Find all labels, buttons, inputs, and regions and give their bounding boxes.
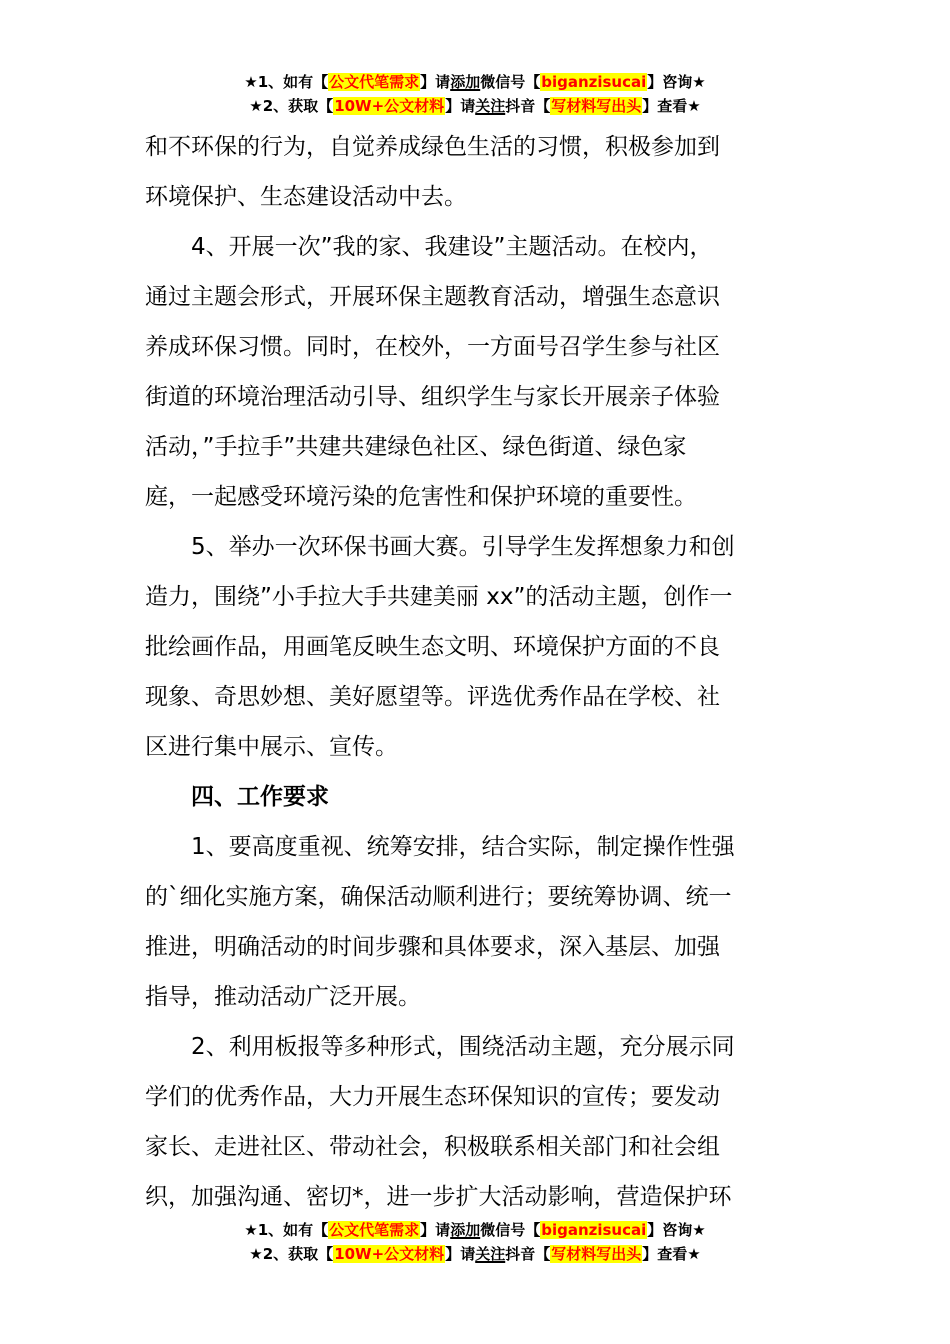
footer-banner: [0, 1218, 950, 1266]
highlight-text: 公文代笔需求: [329, 73, 420, 91]
body-line: 和不环保的行为，自觉养成绿色生活的习惯，积极参加到: [145, 134, 720, 160]
banner-text: 】请: [420, 1221, 451, 1239]
banner-text: ★1、如有【: [244, 1221, 329, 1239]
banner-text: 微信号【: [480, 73, 541, 91]
highlight-text: 公文代笔需求: [329, 1221, 420, 1239]
body-line: 批绘画作品，用画笔反映生态文明、环境保护方面的不良: [145, 634, 720, 660]
banner-text: 】查看★: [642, 97, 701, 115]
body-line: 造力，围绕”小手拉大手共建美丽 xx”的活动主题，创作一: [145, 584, 733, 610]
body-line: 1、要高度重视、统筹安排，结合实际，制定操作性强: [145, 834, 735, 860]
body-line: 4、开展一次”我的家、我建设”主题活动。在校内，: [145, 234, 713, 260]
banner-line-1: [0, 70, 950, 94]
body-line: 街道的环境治理活动引导、组织学生与家长开展亲子体验: [145, 384, 720, 410]
header-banner: [0, 70, 950, 118]
body-line: 织，加强沟通、密切*，进一步扩大活动影响，营造保护环: [145, 1184, 732, 1210]
body-line: 家长、走进社区、带动社会，积极联系相关部门和社会组: [145, 1134, 720, 1160]
body-line: 2、利用板报等多种形式，围绕活动主题，充分展示同: [145, 1034, 735, 1060]
banner-text: 】请: [420, 73, 451, 91]
body-line: 学们的优秀作品，大力开展生态环保知识的宣传；要发动: [145, 1084, 720, 1110]
body-line: 推进，明确活动的时间步骤和具体要求，深入基层、加强: [145, 934, 720, 960]
banner-line-1: [0, 1218, 950, 1242]
wechat-id-highlight: biganzisucai: [541, 73, 647, 91]
body-line: 养成环保习惯。同时，在校外，一方面号召学生参与社区: [145, 334, 720, 360]
underlined-text: 关注: [475, 1245, 506, 1263]
douyin-id-highlight: 写材料写出头: [551, 1245, 642, 1263]
banner-line-2: [0, 94, 950, 118]
banner-line-2: [0, 1242, 950, 1266]
banner-text: 】查看★: [642, 1245, 701, 1263]
banner-text: ★2、获取【: [249, 1245, 334, 1263]
highlight-text: 10W+公文材料: [334, 97, 445, 115]
underlined-text: 添加: [450, 1221, 481, 1239]
douyin-id-highlight: 写材料写出头: [551, 97, 642, 115]
banner-text: 】请: [445, 97, 476, 115]
banner-text: ★1、如有【: [244, 73, 329, 91]
banner-text: 抖音【: [505, 97, 551, 115]
wechat-id-highlight: biganzisucai: [541, 1221, 647, 1239]
banner-text: 微信号【: [480, 1221, 541, 1239]
body-line: 指导，推动活动广泛开展。: [145, 984, 421, 1010]
underlined-text: 关注: [475, 97, 506, 115]
banner-text: 抖音【: [505, 1245, 551, 1263]
body-line: 通过主题会形式，开展环保主题教育活动，增强生态意识: [145, 284, 720, 310]
banner-text: 】请: [445, 1245, 476, 1263]
highlight-text: 10W+公文材料: [334, 1245, 445, 1263]
section-heading: 四、工作要求: [145, 784, 329, 810]
banner-text: ★2、获取【: [249, 97, 334, 115]
document-body: [145, 122, 807, 1222]
banner-text: 】咨询★: [647, 1221, 706, 1239]
body-line: 活动，”手拉手”共建共建绿色社区、绿色街道、绿色家: [145, 434, 687, 460]
body-line: 环境保护、生态建设活动中去。: [145, 184, 467, 210]
banner-text: 】咨询★: [647, 73, 706, 91]
body-line: 的`细化实施方案，确保活动顺利进行；要统筹协调、统一: [145, 884, 732, 910]
body-line: 区进行集中展示、宣传。: [145, 734, 398, 760]
body-line: 庭，一起感受环境污染的危害性和保护环境的重要性。: [145, 484, 697, 510]
underlined-text: 添加: [450, 73, 481, 91]
body-line: 5、举办一次环保书画大赛。引导学生发挥想象力和创: [145, 534, 735, 560]
body-line: 现象、奇思妙想、美好愿望等。评选优秀作品在学校、社: [145, 684, 720, 710]
